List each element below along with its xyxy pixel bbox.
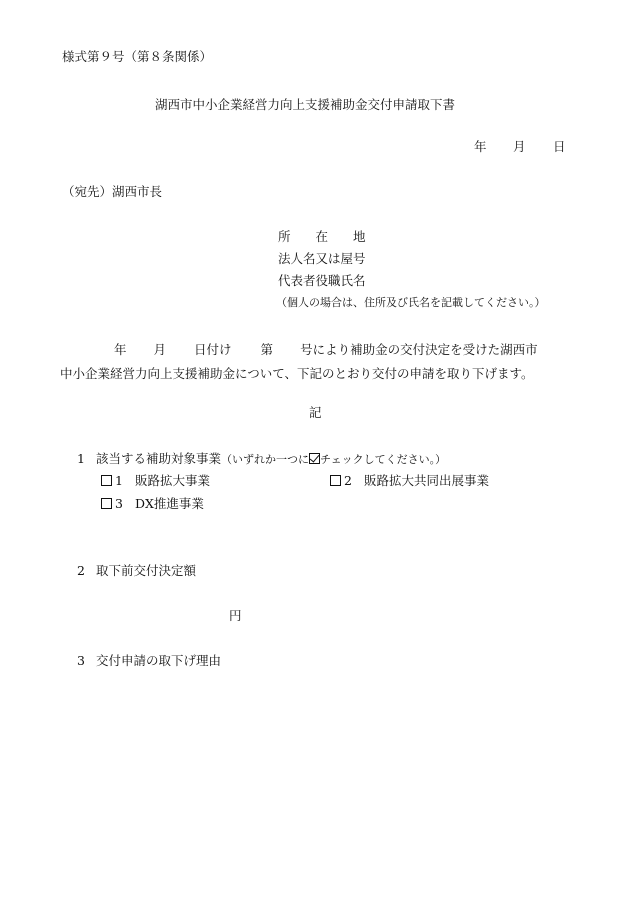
document-title: 湖西市中小企業経営力向上支援補助金交付申請取下書 (155, 97, 456, 112)
date-year-label: 年 (474, 139, 487, 154)
option-2[interactable] (330, 473, 489, 489)
individual-note: （個人の場合は、住所及び氏名を記載してください。） (276, 296, 546, 309)
body-number-prefix: 第 (260, 342, 274, 357)
ki-marker: 記 (309, 405, 322, 420)
form-number: 様式第９号（第８条関係） (62, 49, 213, 64)
representative-label: 代表者役職氏名 (278, 273, 366, 288)
checked-box-icon (309, 453, 320, 464)
section1-heading (96, 451, 446, 468)
option-3-number: 3 (115, 496, 123, 511)
company-name-label: 法人名又は屋号 (278, 251, 366, 266)
checkbox-icon[interactable] (101, 475, 112, 486)
statement-line-1 (60, 338, 578, 362)
statement-line-2: 中小企業経営力向上支援補助金について、下記のとおり交付の申請を取り下げます。 (60, 366, 534, 381)
checkbox-icon[interactable] (330, 475, 341, 486)
option-2-label: 販路拡大共同出展事業 (363, 473, 489, 488)
body-month-label: 月 (153, 342, 167, 357)
option-1[interactable] (101, 473, 210, 489)
option-3[interactable] (101, 496, 204, 512)
address-label: 所 在 地 (278, 229, 366, 244)
section1-instruction-after: チェックしてください。） (320, 453, 447, 466)
section3-label: 交付申請の取下げ理由 (96, 653, 222, 668)
section1-instruction-before: （いずれか一つに (221, 453, 310, 466)
section3-number: 3 (77, 653, 85, 668)
option-1-label: 販路拡大事業 (134, 473, 210, 488)
checkbox-icon[interactable] (101, 498, 112, 509)
section1-label: 該当する補助対象事業 (96, 451, 222, 466)
section2-number: 2 (77, 563, 85, 578)
date-month-label: 月 (513, 139, 526, 154)
date-day-label: 日 (553, 139, 566, 154)
section1-number: 1 (77, 451, 85, 466)
option-1-number: 1 (115, 473, 123, 488)
section2-label: 取下前交付決定額 (96, 563, 197, 578)
withdrawal-statement (60, 338, 578, 386)
option-3-label: DX推進事業 (134, 496, 204, 511)
body-year-label: 年 (114, 342, 127, 357)
amount-unit: 円 (229, 608, 242, 623)
addressee: （宛先）湖西市長 (62, 184, 163, 199)
body-line1-rest: 号により補助金の交付決定を受けた湖西市 (300, 342, 538, 357)
option-2-number: 2 (344, 473, 352, 488)
body-date-suffix: 日付け (194, 342, 232, 357)
